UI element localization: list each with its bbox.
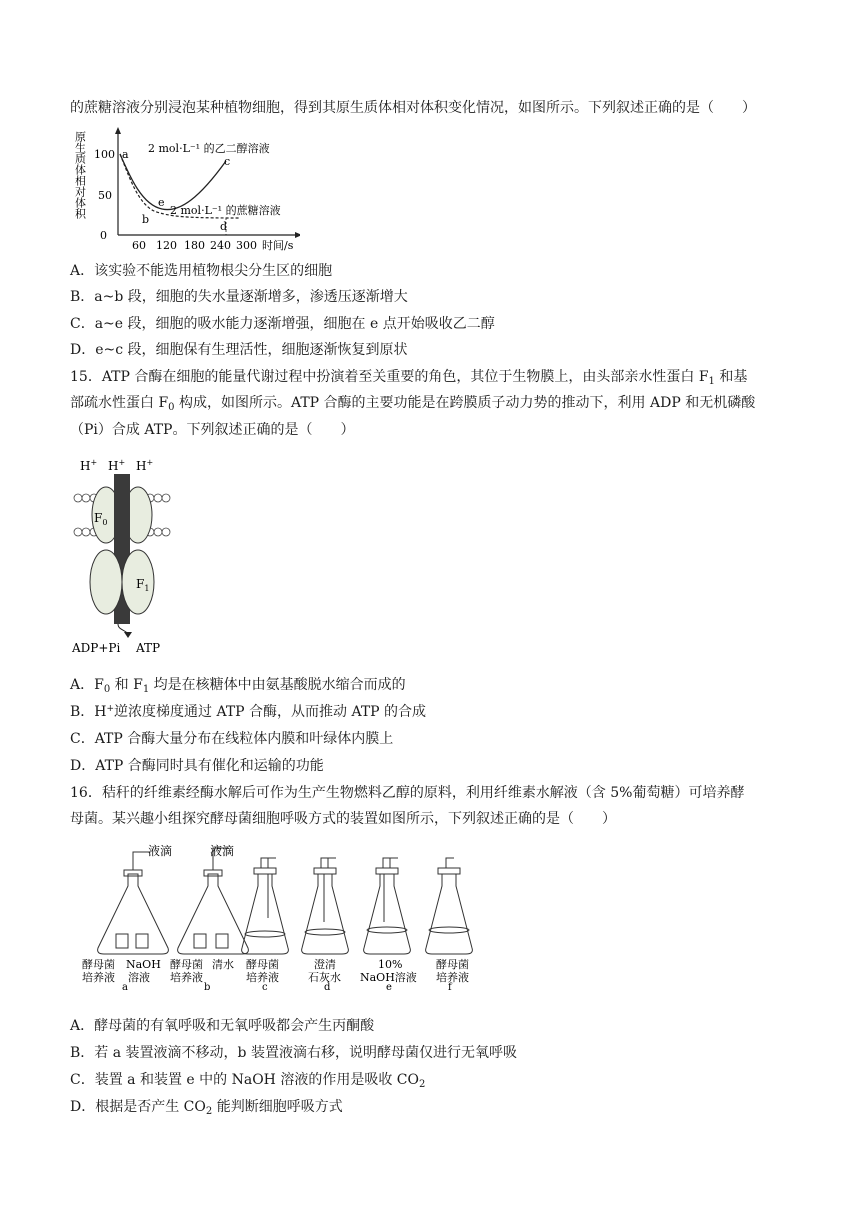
ethanol-label: 2 mol·L⁻¹ 的乙二醇溶液: [148, 142, 270, 155]
h-plus-label-1: H+: [80, 458, 98, 473]
sucrose-label: 2 mol·L⁻¹ 的蔗糖溶液: [170, 204, 281, 217]
y-tick-50: 50: [98, 189, 112, 202]
q14-option-d[interactable]: D．e~c 段，细胞保有生理活性，细胞逐渐恢复到原状: [70, 342, 408, 358]
x-axis-label: 时间/s: [262, 239, 294, 252]
point-c: c: [224, 155, 231, 168]
ethanol-curve: [120, 154, 226, 210]
flask-a-right-l1: NaOH: [126, 958, 161, 971]
flask-a-right-l2: 溶液: [128, 971, 150, 984]
q14-option-c[interactable]: C．a~e 段，细胞的吸水能力逐渐增强，细胞在 e 点开始吸收乙二醇: [70, 316, 495, 332]
flask-b-left-l1: 酵母菌: [170, 958, 203, 971]
flask-f-letter: f: [448, 982, 452, 990]
flask-c-l2: 培养液: [246, 971, 279, 984]
q16-stem-line1: 16．秸秆的纤维素经酶水解后可作为生产生物燃料乙醇的原料，利用纤维素水解液（含 5%葡萄糖）可培养酵: [70, 785, 745, 801]
f1-label: $F_1$: [136, 577, 150, 593]
flask-d-l2: 石灰水: [308, 971, 341, 984]
point-b: b: [142, 213, 150, 226]
flask-outlines: [98, 848, 473, 954]
q15-option-a[interactable]: A．$F_0$ 和 $F_1$ 均是在核糖体中由氨基酸脱水缩合而成的: [70, 677, 406, 695]
flask-e-letter: e: [386, 982, 392, 990]
h-plus-label-2: H+: [108, 458, 126, 473]
y-tick-100: 100: [94, 148, 115, 161]
point-d: d: [220, 220, 228, 233]
q15-atp-synthase-diagram: [70, 452, 180, 662]
f0-label: $F_0$: [94, 511, 108, 527]
flask-e-l2: NaOH溶液: [360, 971, 417, 984]
flask-a-left-l1: 酵母菌: [82, 958, 115, 971]
reaction-arrowhead: [124, 632, 132, 638]
q16-stem-line2: 母菌。某兴趣小组探究酵母菌细胞呼吸方式的装置如图所示，下列叙述正确的是（ ）: [70, 811, 616, 827]
q15-stem-line3: （Pi）合成 ATP。下列叙述正确的是（ ）: [70, 422, 355, 438]
q14-volume-chart: [70, 127, 300, 255]
point-a: a: [122, 148, 129, 161]
point-e: e: [158, 196, 165, 209]
atp-label: ATP: [136, 641, 161, 655]
drop-label-b: 液滴: [210, 844, 235, 858]
q16-option-d[interactable]: D．根据是否产生 $CO_2$ 能判断细胞呼吸方式: [70, 1099, 343, 1117]
q16-apparatus-diagram: [78, 838, 488, 990]
flask-b-right-l1: 清水: [212, 958, 234, 971]
q15-stem-line1: 15．ATP 合酶在细胞的能量代谢过程中扮演着至关重要的角色，其位于生物膜上，由头部亲水性蛋白 $F_1$ 和基: [70, 369, 748, 387]
f1-left-subunit: [90, 550, 122, 614]
flask-d-l1: 澄清: [314, 958, 336, 971]
flask-c-l1: 酵母菌: [246, 958, 279, 971]
q14-option-a[interactable]: A．该实验不能选用植物根尖分生区的细胞: [70, 263, 333, 279]
q14-option-b[interactable]: B．a~b 段，细胞的失水量逐渐增多，渗透压逐渐增大: [70, 289, 408, 305]
flask-b-left-l2: 培养液: [170, 971, 203, 984]
chart-ylabel: 原生质体相对体积: [73, 131, 87, 219]
x-tick-300: 300: [236, 239, 257, 252]
x-tick-180: 180: [184, 239, 205, 252]
q15-option-d[interactable]: D．ATP 合酶同时具有催化和运输的功能: [70, 758, 324, 774]
q16-option-b[interactable]: B．若 a 装置液滴不移动，b 装置液滴右移，说明酵母菌仅进行无氧呼吸: [70, 1045, 517, 1061]
q16-option-a[interactable]: A．酵母菌的有氧呼吸和无氧呼吸都会产生丙酮酸: [70, 1018, 375, 1034]
y-axis-arrow: [115, 127, 121, 134]
x-axis-arrow: [295, 232, 300, 238]
flask-f-l2: 培养液: [436, 971, 469, 984]
q15-option-b[interactable]: B．H+逆浓度梯度通过 ATP 合酶，从而推动 ATP 的合成: [70, 704, 427, 720]
flask-d-letter: d: [324, 982, 331, 990]
flask-b-letter: b: [204, 982, 211, 990]
flask-a-letter: a: [122, 982, 128, 990]
flask-e-l1: 10%: [378, 958, 403, 971]
x-tick-240: 240: [210, 239, 231, 252]
flask-c-letter: c: [262, 982, 268, 990]
flask-a-left-l2: 培养液: [82, 971, 115, 984]
adp-pi-label: ADP+Pi: [72, 641, 121, 655]
h-plus-label-3: H+: [136, 458, 154, 473]
x-tick-60: 60: [132, 239, 146, 252]
y-tick-0: 0: [100, 229, 107, 242]
q15-option-c[interactable]: C．ATP 合酶大量分布在线粒体内膜和叶绿体内膜上: [70, 731, 394, 747]
q16-option-c[interactable]: C．装置 a 和装置 e 中的 NaOH 溶液的作用是吸收 $CO_2$: [70, 1072, 426, 1090]
flask-f-l1: 酵母菌: [436, 958, 469, 971]
drop-label-a: 液滴: [148, 844, 173, 858]
x-tick-120: 120: [156, 239, 177, 252]
q15-stem-line2: 部疏水性蛋白 $F_0$ 构成，如图所示。ATP 合酶的主要功能是在跨膜质子动力势的推动下，利用 ADP 和无机磷酸: [70, 395, 756, 413]
q14-stem: 的蔗糖溶液分别浸泡某种植物细胞，得到其原生质体相对体积变化情况，如图所示。下列叙述正确的是（ ）: [70, 100, 756, 116]
